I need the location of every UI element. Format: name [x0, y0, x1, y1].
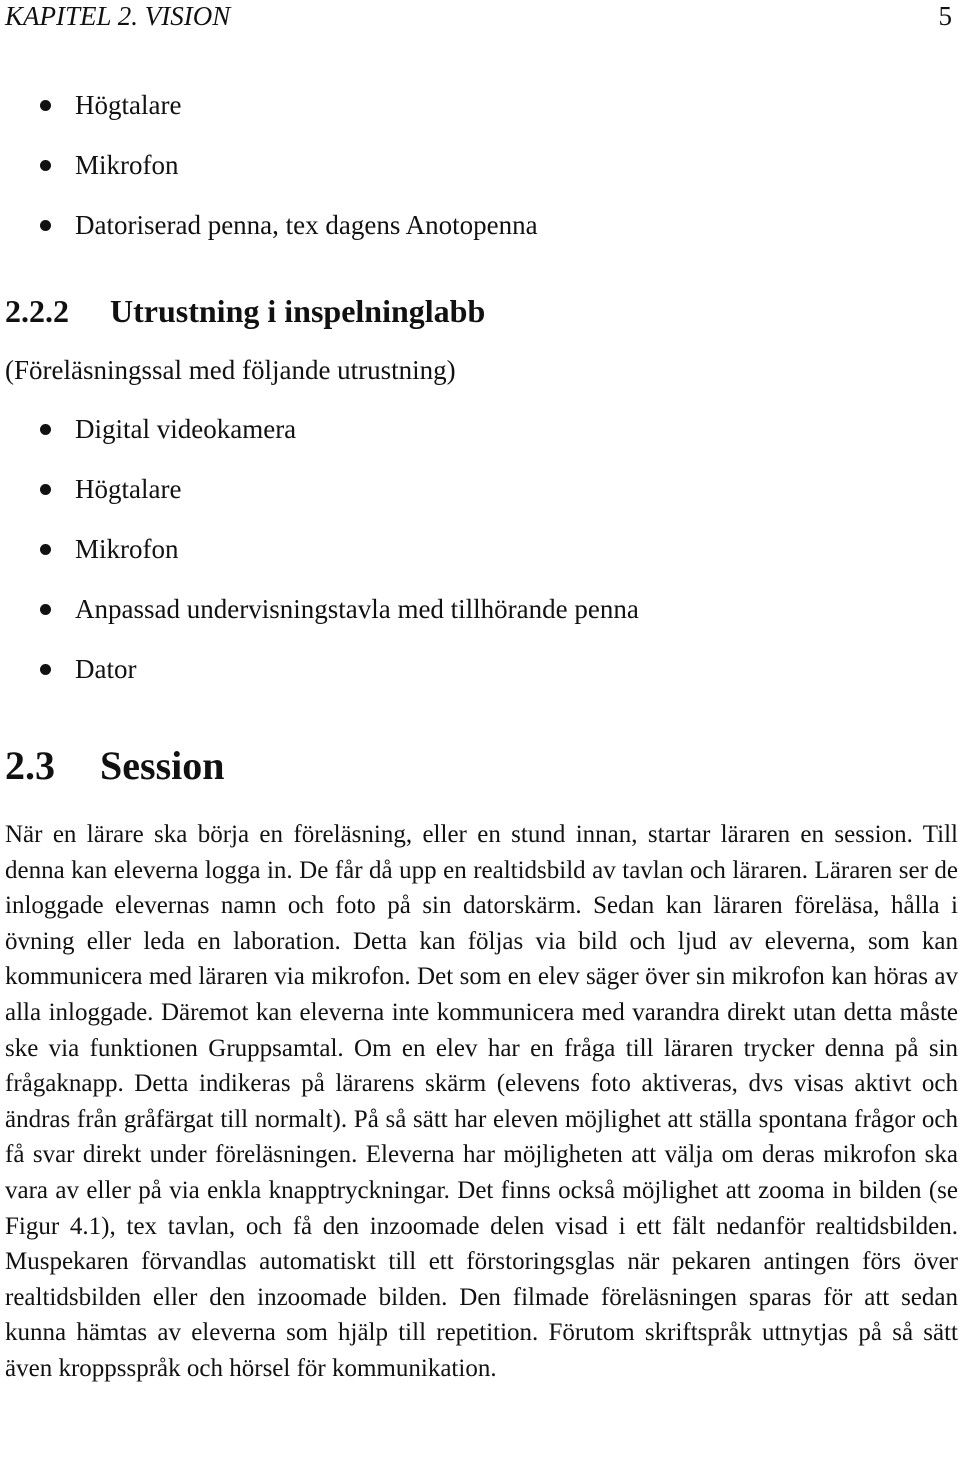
- subsection-title: Utrustning i inspelninglabb: [110, 293, 486, 329]
- section-paragraph: När en lärare ska börja en föreläsning, eller en stund innan, startar läraren en session. Till denna kan eleverna logga in. De får då upp en realtidsbild av tavlan och läraren. Läraren ser de inloggade elevernas namn och foto på sin datorskärm. Sedan kan läraren föreläsa, hålla i övning eller leda en laboration. Detta kan följas via bild och ljud av eleverna, som kan kommunicera med läraren via mikrofon. Det som en elev säger över sin mikrofon kan höras av alla inloggade. Däremot kan eleverna inte kommunicera med varandra direkt utan detta måste ske via funktionen Gruppsamtal. Om en elev har en fråga till läraren trycker denna på sin frågaknapp. Detta indikeras på lärarens skärm (elevens foto aktiveras, dvs visas aktivt och ändras från gråfärgat till normalt). På så sätt har eleven möjlighet att ställa spontana frågor och få svar direkt under föreläsningen. Eleverna har möjligheten att välja om deras mikrofon ska vara av eller på via enkla knapptryckningar. Det finns också möjlighet att zooma in bilden (se Figur 4.1), tex tavlan, och få den inzoomade delen visad i ett fält nedanför realtidsbilden. Muspekaren förvandlas automatiskt till ett förstoringsglas när pekaren antingen förs över realtidsbilden eller den inzoomade bilden. Den filmade föreläsningen sparas för att sedan kunna hämtas av eleverna som hjälp till repetition. Förutom skriftspråk uttnytjas på så sätt även kroppsspråk och hörsel för kommunikation.: [5, 821, 958, 1382]
- list-item-text: Anpassad undervisningstavla med tillhörande penna: [75, 594, 639, 624]
- list-item: [0, 407, 639, 467]
- bullet-icon: [40, 220, 51, 231]
- subsection-note: (Föreläsningssal med följande utrustning): [5, 355, 456, 385]
- list-item-text: Datoriserad penna, tex dagens Anotopenna: [75, 210, 538, 240]
- chapter-title: KAPITEL 2. VISION: [5, 1, 231, 31]
- lab-equipment-list: [0, 407, 639, 707]
- list-item: [0, 143, 538, 203]
- list-item: [0, 83, 538, 143]
- bullet-icon: [40, 544, 51, 555]
- page-number: 5: [938, 1, 952, 31]
- list-item: [0, 647, 639, 707]
- bullet-icon: [40, 484, 51, 495]
- bullet-icon: [40, 664, 51, 675]
- list-item: [0, 527, 639, 587]
- bullet-icon: [40, 424, 51, 435]
- list-item-text: Mikrofon: [75, 150, 179, 180]
- section-heading: [5, 738, 225, 794]
- subsection-number: 2.2.2: [5, 293, 69, 329]
- list-item: [0, 203, 538, 263]
- list-item-text: Högtalare: [75, 474, 182, 504]
- section-title: Session: [100, 743, 225, 788]
- list-item-text: Dator: [75, 654, 137, 684]
- bullet-icon: [40, 100, 51, 111]
- running-header: [5, 0, 952, 32]
- list-item: [0, 587, 639, 647]
- section-number: 2.3: [5, 743, 55, 788]
- list-item-text: Mikrofon: [75, 534, 179, 564]
- list-item-text: Högtalare: [75, 90, 182, 120]
- bullet-icon: [40, 604, 51, 615]
- list-item: [0, 467, 639, 527]
- bullet-icon: [40, 160, 51, 171]
- equipment-list: [0, 83, 538, 263]
- subsection-heading: [5, 288, 485, 334]
- list-item-text: Digital videokamera: [75, 414, 297, 444]
